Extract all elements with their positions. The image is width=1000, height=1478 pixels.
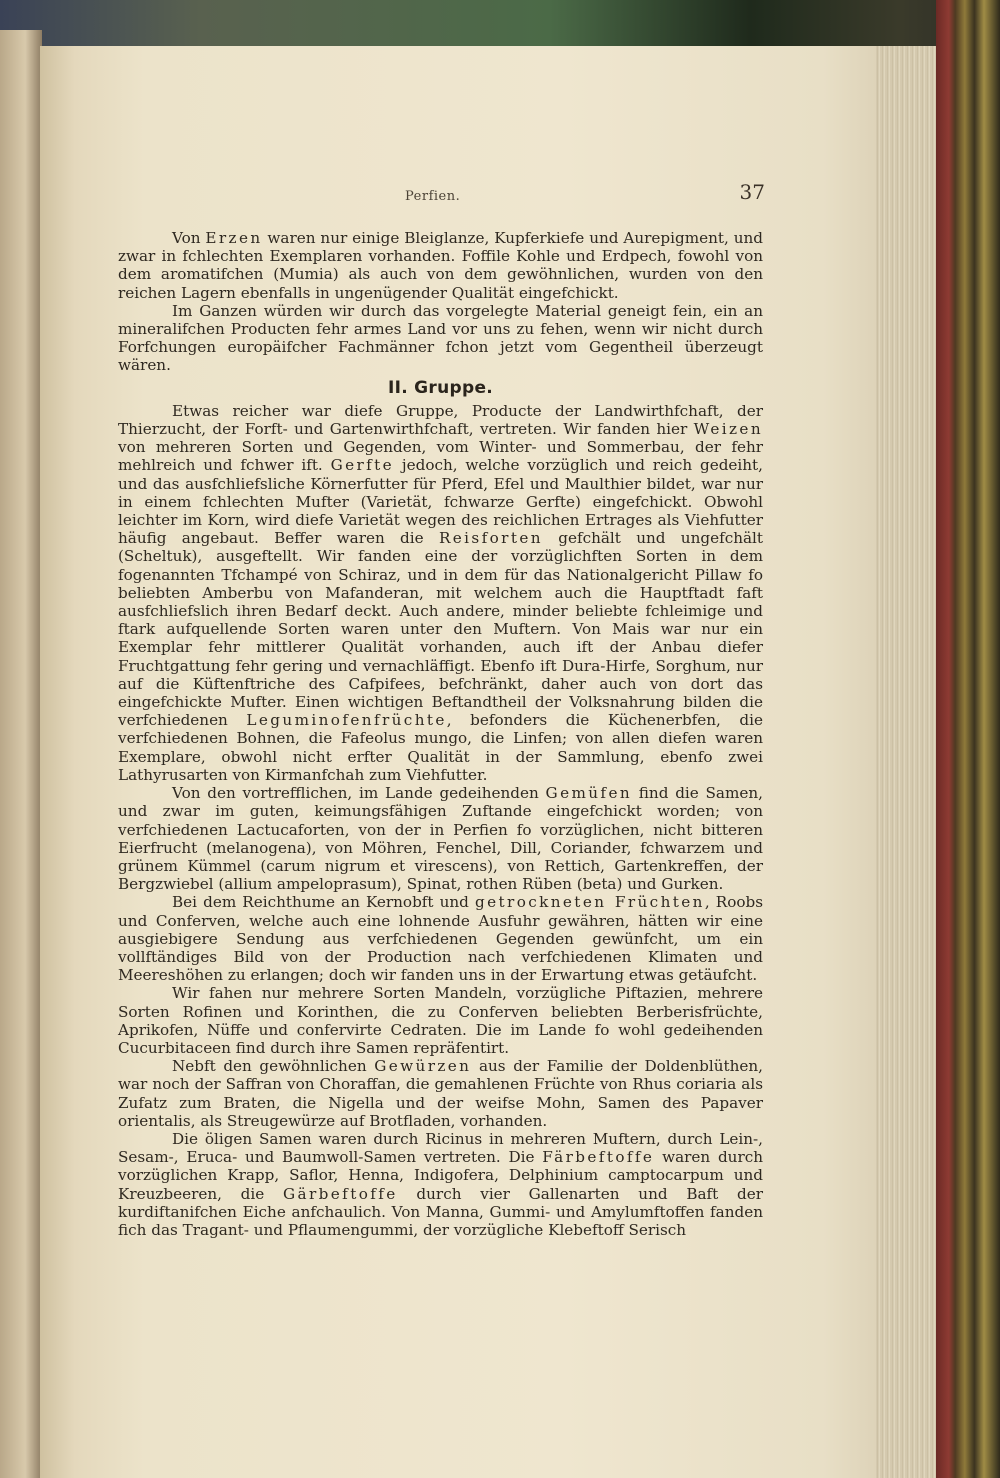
text-run: waren durch vorzüglichen Krapp, Saflor, Henna, Indigofera, Delphinium camptocarpum und Kreuzbeeren, die <box>118 1148 763 1203</box>
spaced-term: Leguminofenfrüchte <box>246 711 447 730</box>
spaced-term: Gärbeftoffe <box>283 1184 398 1203</box>
spaced-term: getrockneten Früchten <box>475 893 705 912</box>
marbled-cover-edge <box>936 0 1000 1478</box>
spaced-term: Färbeftoffe <box>542 1148 655 1167</box>
running-head: Perfien. <box>405 189 461 204</box>
spaced-term: Gerfte <box>330 456 395 475</box>
text-run: Etwas reicher war diefe Gruppe, Producte der Landwirthfchaft, der Thierzucht, der Forft- und Gartenwirthfchaft, vertreten. Wir fanden hier <box>118 401 763 439</box>
text-run: Von den vortrefflichen, im Lande gedeihenden <box>172 784 546 803</box>
text-run: , Roobs und Conferven, welche auch eine lohnende Ausfuhr gewähren, hätten wir eine ausgiebigere Sendung aus verfchiedenen Gegenden gewünfcht, um ein vollftändiges Bild von der Production nach verfchiedenen Klimaten und Meereshöhen zu erlangen; doch wir fanden uns in der Erwartung etwas getäufcht. <box>118 893 763 985</box>
spaced-term: Gemüfen <box>545 784 633 803</box>
spaced-term: Erzen <box>205 229 263 247</box>
text-run: find die Samen, und zwar im guten, keimungsfähigen Zuftande eingefchickt worden; von verfchiedenen Lactucaforten, von der in Perfien fo vorzüglichen, nicht bitteren Eierfrucht (melanogena), von Möhren, Fenchel, Dill, Coriander, fchwarzem und grünem Kümmel (carum nigrum et virescens), von Rettich, Gartenkreffen, der Bergzwiebel (allium ampeloprasum), Spinat, rothen Rüben (beta) und Gurken. <box>118 784 763 894</box>
paragraph <box>118 984 763 1057</box>
page-stack-edges <box>876 46 938 1478</box>
paragraph <box>118 784 763 893</box>
page-header <box>115 180 765 210</box>
paragraph <box>118 1057 763 1130</box>
text-run: Nebft den gewöhnlichen <box>172 1057 375 1076</box>
body-text <box>118 229 763 1239</box>
text-run: Von <box>172 229 206 247</box>
text-run: Im Ganzen würden wir durch das vorgelegte Material geneigt fein, ein an mineralifchen Producten fehr armes Land vor uns zu fehen, wenn wir nicht durch Forfchungen europäifcher Fachmänner fchon jetzt vom Gegentheil überzeugt wären. <box>118 301 763 375</box>
text-run: jedoch, welche vorzüglich und reich gedeiht, und das ausfchliefsliche Körnerfutter für Pferd, Efel und Maulthier bildet, war nur in einem fchlechten Mufter (Varietät, fchwarze Gerfte) eingefchickt. Obwohl leichter im Korn, wird diefe Varietät wegen des reichlichen Ertrages als Viehfutter häufig angebaut. Beffer waren die <box>118 456 763 548</box>
paragraphs-after-heading <box>118 402 763 1239</box>
text-run: von mehreren Sorten und Gegenden, vom Winter- und Sommerbau, der fehr mehlreich und fchwer ift. <box>118 438 763 475</box>
text-run: gefchält und ungefchält (Scheltuk), ausgeftellt. Wir fanden eine der vorzüglichften Sorten in dem fogenannten Tfchampé von Schiraz, und in dem für das Nationalgericht Pillaw fo beliebten Amberbu von Mafanderan, mit welchem auch die Hauptftadt faft ausfchliefslich ihren Bedarf deckt. Auch andere, minder beliebte fchleimige und ftark aufquellende Sorten waren unter den Muftern. Von Mais war nur ein Exemplar fehr mittlerer Qualität vorhanden, auch ift der Anbau diefer Fruchtgattung fehr gering und vernachläffigt. Ebenfo ift Dura-Hirfe, Sorghum, nur auf die Küftenftriche des Cafpifees, befchränkt, daher auch von dort das eingefchickte Mufter. Einen wichtigen Beftandtheil der Volksnahrung bilden die verfchiedenen <box>118 529 763 730</box>
text-run: waren nur einige Bleiglanze, Kupferkiefe und Aurepigment, und zwar in fchlechten Exemplaren vorhanden. Foffile Kohle und Erdpech, fowohl von dem aromatifchen (Mumia) als auch von dem gewöhnlichen, wurden von den reichen Lagern ebenfalls in ungenügender Qualität eingefchickt. <box>118 229 763 302</box>
paragraph <box>118 229 763 302</box>
left-page-edge <box>0 30 42 1478</box>
page-number: 37 <box>739 180 765 204</box>
paragraph <box>118 302 763 375</box>
text-run: , befonders die Küchenerbfen, die verfchiedenen Bohnen, die Fafeolus mungo, die Linfen; von allen diefen waren Exemplare, obwohl nicht erfter Qualität in der Sammlung, ebenfo zwei Lathyrusarten von Kirmanfchah zum Viehfutter. <box>118 711 763 784</box>
text-run: Wir fahen nur mehrere Sorten Mandeln, vorzügliche Piftazien, mehrere Sorten Rofinen und Korinthen, die zu Conferven beliebten Berberisfrüchte, Aprikofen, Nüffe und confervirte Cedraten. Die im Lande fo wohl gedeihenden Cucurbitaceen find durch ihre Samen repräfentirt. <box>118 984 763 1057</box>
spaced-term: Reisforten <box>438 529 543 548</box>
text-run: Bei dem Reichthume an Kernobft und <box>172 893 476 912</box>
text-run: durch vier Gallenarten und Baft der kurdiftanifchen Eiche anfchaulich. Von Manna, Gummi- und Amylumftoffen fanden fich das Tragant- und Pflaumengummi, der vorzügliche Klebeftoff Serisch <box>118 1184 763 1239</box>
spaced-term: Weizen <box>693 420 763 439</box>
spaced-term: Gewürzen <box>374 1057 472 1076</box>
paragraph <box>118 402 763 784</box>
text-run: Die öligen Samen waren durch Ricinus in mehreren Muftern, durch Lein-, Sesam-, Eruca- und Baumwoll-Samen vertreten. Die <box>118 1129 763 1167</box>
paragraph <box>118 893 763 984</box>
paragraphs-before-heading <box>118 229 763 375</box>
text-run: aus der Familie der Doldenblüthen, war noch der Saffran von Choraffan, die gemahlenen Früchte von Rhus coriaria als Zufatz zum Braten, die Nigella und der weifse Mohn, Samen des Papaver orientalis, als Streugewürze auf Brotfladen, vorhanden. <box>118 1057 763 1130</box>
paragraph <box>118 1130 763 1239</box>
section-heading: II. Gruppe. <box>387 377 494 398</box>
